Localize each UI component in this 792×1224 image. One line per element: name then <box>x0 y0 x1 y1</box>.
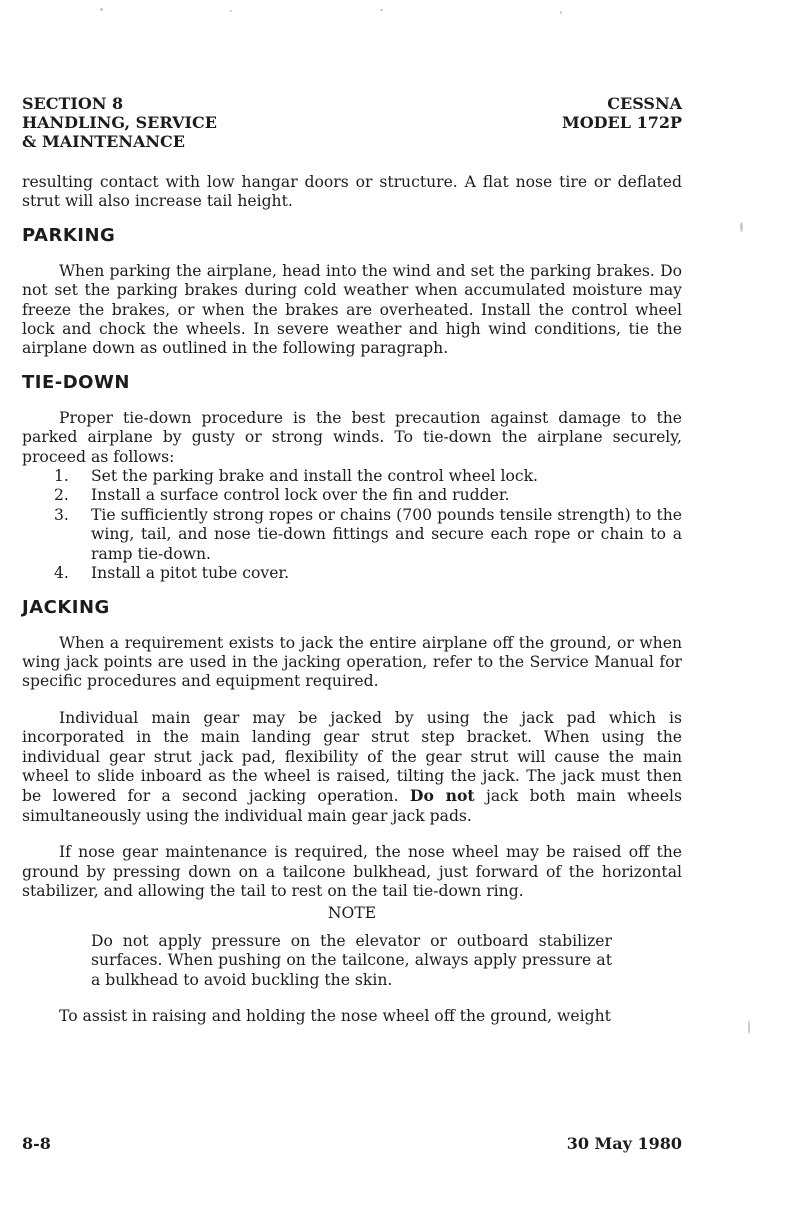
note-title: NOTE <box>327 904 377 923</box>
jacking-paragraph-1: When a requirement exists to jack the entire airplane off the ground, or when wing jack points are used in the jacking operation, refer to the Service Manual for specific procedures and equipment required. <box>22 633 682 691</box>
tiedown-paragraph: Proper tie-down procedure is the best precaution against damage to the parked airplane by gusty or strong winds. To tie-down the airplane securely, proceed as follows: <box>22 408 682 466</box>
scan-speck <box>740 222 743 232</box>
scan-speck <box>748 1020 750 1034</box>
jacking-warning-emphasis: Do not <box>409 786 475 806</box>
jacking-paragraph-4: To assist in raising and holding the nose wheel off the ground, weight <box>59 1007 611 1025</box>
tiedown-steps <box>22 467 682 583</box>
jacking-paragraph-3: If nose gear maintenance is required, the nose wheel may be raised off the ground by pressing down on a tailcone bulkhead, just forward of the horizontal stabilizer, and allowing the tail to rest on the tail tie-down ring. <box>22 843 682 900</box>
jacking-paragraph-2 <box>22 709 682 826</box>
list-item <box>54 506 682 564</box>
section-header-line: SECTION 8 <box>22 94 124 113</box>
step-number: 3. <box>54 505 69 524</box>
parking-paragraph: When parking the airplane, head into the wind and set the parking brakes. Do not set the parking brakes during cold weather when accumulated moisture may freeze the brakes, or when the brakes are overheated. Install the control wheel lock and chock the wheels. In severe weather and high wind conditions, tie the airplane down as outlined in the following paragraph. <box>22 261 682 358</box>
list-item <box>54 564 682 583</box>
step-text: Install a pitot tube cover. <box>91 564 290 583</box>
jacking-paragraph-2-end: jack both main wheels simultaneously using the individual main gear jack pads. <box>22 787 682 825</box>
section-header <box>22 94 217 151</box>
page-body <box>22 173 682 1026</box>
note-text: Do not apply pressure on the elevator or outboard stabilizer surfaces. When pushing on the tailcone, always apply pressure at a bulkhead to avoid buckling the skin. <box>91 931 612 989</box>
revision-date: 30 May 1980 <box>566 1134 682 1153</box>
scan-speck <box>100 8 103 11</box>
section-header-line: & MAINTENANCE <box>22 132 185 151</box>
parking-heading: PARKING <box>22 224 116 246</box>
manual-page <box>22 0 682 1224</box>
tiedown-heading: TIE-DOWN <box>22 371 130 393</box>
model-header-line: CESSNA <box>607 94 682 113</box>
jacking-heading: JACKING <box>22 596 110 618</box>
step-text: Install a surface control lock over the fin and rudder. <box>91 486 510 505</box>
scan-speck <box>230 10 232 12</box>
intro-paragraph: resulting contact with low hangar doors or structure. A flat nose tire or deflated strut will also increase tail height. <box>22 173 682 211</box>
model-header-line: MODEL 172P <box>562 113 682 132</box>
section-header-line: HANDLING, SERVICE <box>22 113 217 132</box>
scan-speck <box>380 9 383 11</box>
step-text: Set the parking brake and install the control wheel lock. <box>91 467 538 486</box>
list-item <box>54 467 682 486</box>
step-text: Tie sufficiently strong ropes or chains (700 pounds tensile strength) to the wing, tail, and nose tie-down fittings and secure each rope or chain to a ramp tie-down. <box>91 505 682 563</box>
model-header <box>562 94 682 132</box>
scan-speck <box>560 11 562 14</box>
page-number: 8-8 <box>22 1134 51 1153</box>
step-number: 4. <box>54 564 69 583</box>
step-number: 1. <box>54 467 69 486</box>
step-number: 2. <box>54 486 69 505</box>
list-item <box>54 486 682 505</box>
jacking-paragraph-2-main: Individual main gear may be jacked by using the jack pad which is incorporated in the main landing gear strut step bracket. When using the individual gear strut jack pad, flexibility of the gear strut will cause the main wheel to slide inboard as the wheel is raised, tilting the jack. The jack must then be lowered for a second jacking operation. <box>22 708 682 806</box>
